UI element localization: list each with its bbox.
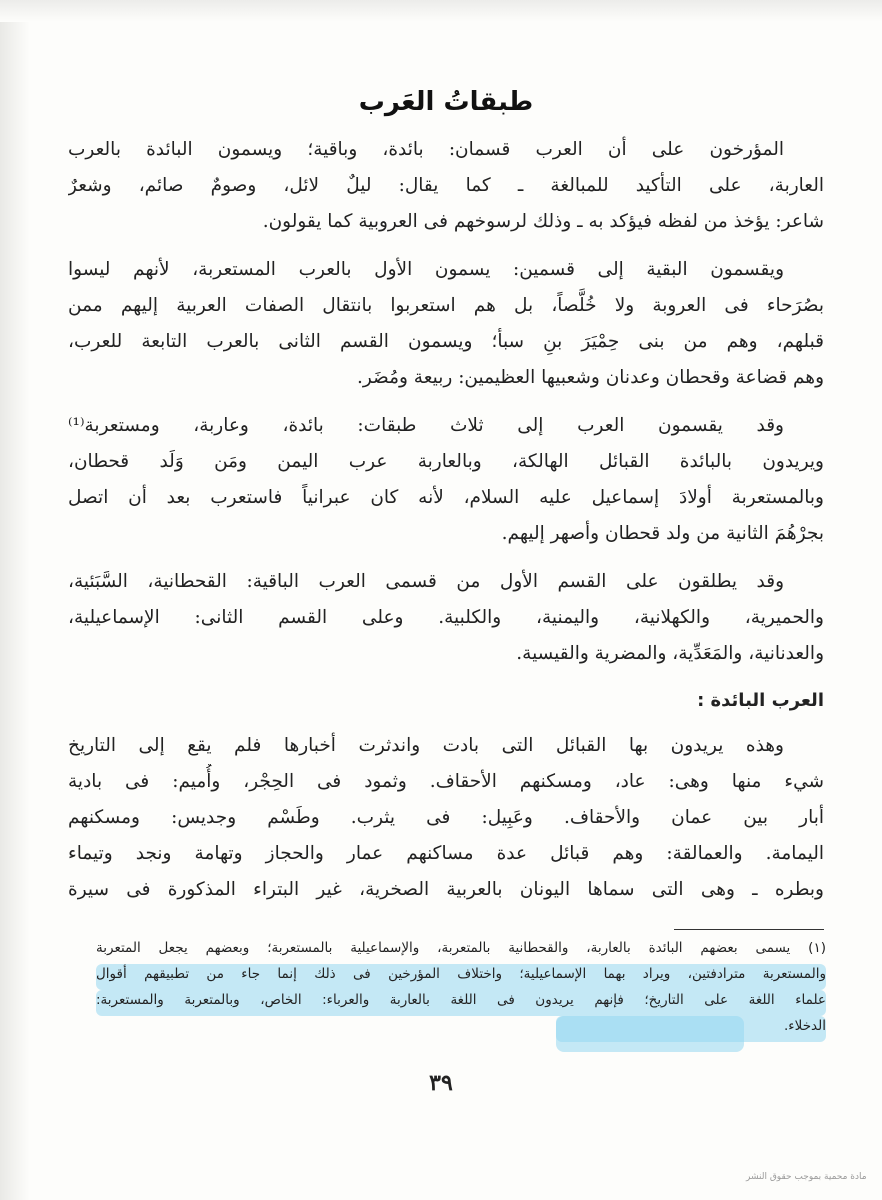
footnote-line: (١) يسمى بعضهم البائدة بالعاربة، والقحطانية بالمتعربة، والإسماعيلية بالمستعربة؛ وبعضهم يجعل المتعربة bbox=[96, 940, 826, 956]
text-line: ويقسمون البقية إلى قسمين: يسمون الأول بالعرب المستعربة، لأنهم ليسوا bbox=[68, 259, 784, 280]
text-line: ويريدون بالبائدة القبائل الهالكة، وبالعاربة عرب اليمن ومَن وَلَد قحطان، bbox=[68, 451, 824, 472]
text-line: أبار بين عمان والأحقاف. وعَبِيل: فى يثرب. وطَسْم وجديس: ومسكنهم bbox=[68, 807, 824, 828]
paragraph-4 bbox=[68, 564, 824, 672]
text-line: بجرْهُمَ الثانية من ولد قحطان وأصهر إليهم. bbox=[501, 523, 824, 544]
text-line: قبلهم، وهم من بنى حِمْيَرَ بنِ سبأ؛ ويسمون القسم الثانى بالعرب التابعة للعرب، bbox=[68, 331, 824, 352]
text-line: بصُرَحاء فى العروبة ولا خُلَّصاً، بل هم استعربوا بانتقال الصفات العربية إليهم ممن bbox=[68, 295, 824, 316]
text-line: شيء منها وهى: عاد، ومسكنهم الأحقاف. وثمود فى الحِجْر، وأُميم: فى بادية bbox=[68, 771, 824, 792]
text-line: المؤرخون على أن العرب قسمان: بائدة، وباقية؛ ويسمون البائدة بالعرب bbox=[68, 139, 784, 160]
text-line: العاربة، على التأكيد للمبالغة ـ كما يقال: ليلٌ لائل، وصومٌ صائم، وشعرٌ bbox=[68, 175, 824, 196]
text-line: شاعر: يؤخذ من لفظه فيؤكد به ـ وذلك لرسوخهم فى العروبية كما يقولون. bbox=[262, 211, 824, 232]
scan-edge-shadow bbox=[0, 0, 30, 1200]
page-number: ٣٩ bbox=[429, 1070, 453, 1096]
paragraph-3 bbox=[68, 408, 824, 552]
body-text bbox=[68, 82, 824, 920]
text-line: والعدنانية، والمَعَدِّية، والمضرية والقيسية. bbox=[516, 643, 824, 664]
text-line: وهذه يريدون بها القبائل التى بادت واندثرت أخبارها فلم يقع إلى التاريخ bbox=[68, 735, 784, 756]
footnote-line: الدخلاء. bbox=[784, 1018, 826, 1034]
text-line: اليمامة. والعمالقة: وهم قبائل عدة مساكنهم عمار والحجاز وتهامة ونجد وتيماء bbox=[68, 843, 824, 864]
footnote-separator bbox=[674, 929, 824, 930]
text-line: وقد يقسمون العرب إلى ثلاث طبقات: بائدة، وعاربة، ومستعربة⁽¹⁾ bbox=[68, 415, 784, 436]
text-line: وبالمستعربة أولادَ إسماعيل عليه السلام، لأنه كان عبرانياً فاستعرب بعد أن اتصل bbox=[68, 487, 824, 508]
footnote bbox=[96, 935, 826, 1039]
section-heading: العرب البائدة : bbox=[697, 690, 824, 711]
page-title: طبقاتُ العَرب bbox=[358, 87, 534, 117]
text-line: وهم قضاعة وقحطان وعدنان وشعبيها العظيمين: ربيعة ومُضَر. bbox=[356, 367, 824, 388]
paragraph-1 bbox=[68, 132, 824, 240]
text-line: وقد يطلقون على القسم الأول من قسمى العرب الباقية: القحطانية، السَّبَئية، bbox=[68, 571, 784, 592]
section-paragraph bbox=[68, 728, 824, 908]
text-line: وبطره ـ وهى التى سماها اليونان بالعربية الصخرية، غير البتراء المذكورة فى سيرة bbox=[68, 879, 824, 900]
text-line: والحميرية، والكهلانية، واليمنية، والكلبية. وعلى القسم الثانى: الإسماعيلية، bbox=[68, 607, 824, 628]
copyright-note: مادة محمية بموجب حقوق النشر bbox=[746, 1172, 867, 1182]
paragraph-2 bbox=[68, 252, 824, 396]
footnote-line: علماء اللغة على التاريخ؛ فإنهم يريدون فى اللغة بالعاربة والعرباء: الخاص، وبالمتعربة والمستعربة: bbox=[96, 992, 826, 1008]
footnote-line: والمستعربة مترادفتين، ويراد بهما الإسماعيلية؛ واختلاف المؤرخين فى ذلك إنما جاء من تطبيقهم أقوال bbox=[96, 966, 826, 982]
scan-top-shadow bbox=[0, 0, 882, 22]
